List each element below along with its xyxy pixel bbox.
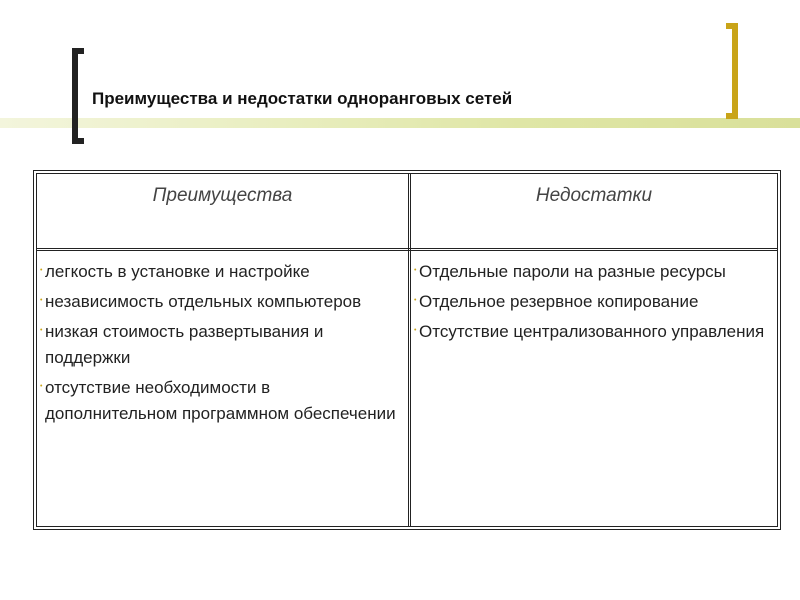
advantage-text: отсутствие необходимости в дополнительном программном обеспечении (45, 378, 396, 423)
bullet-icon: • (414, 327, 417, 334)
bullet-icon: • (414, 297, 417, 304)
disadvantage-text: Отдельные пароли на разные ресурсы (419, 262, 726, 281)
left-bracket-decoration (72, 48, 84, 144)
disadvantages-cell (411, 254, 777, 526)
comparison-table (33, 170, 781, 530)
right-bracket-decoration (726, 23, 738, 119)
advantage-text: независимость отдельных компьютеров (45, 292, 362, 311)
disadvantage-text: Отдельное резервное копирование (419, 292, 699, 311)
header-disadvantages: Недостатки (535, 185, 653, 206)
title-band (0, 118, 800, 128)
disadvantage-item (415, 319, 769, 345)
slide-title: Преимущества и недостатки одноранговых сетей (92, 89, 513, 108)
table-inner-frame (36, 173, 778, 527)
advantage-text: низкая стоимость развертывания и поддержки (45, 322, 324, 367)
bullet-icon: • (414, 267, 417, 274)
disadvantage-item (415, 289, 769, 315)
bullet-icon: • (40, 297, 43, 304)
bullet-icon: • (40, 327, 43, 334)
advantages-cell (37, 254, 408, 526)
bullet-icon: • (40, 383, 43, 390)
header-row-divider (37, 248, 777, 251)
disadvantage-item (415, 259, 769, 285)
advantage-item (41, 289, 400, 315)
advantage-text: легкость в установке и настройке (45, 262, 310, 281)
advantage-item (41, 375, 400, 427)
disadvantage-text: Отсутствие централизованного управления (419, 322, 765, 341)
advantage-item (41, 319, 400, 371)
advantage-item (41, 259, 400, 285)
header-advantages: Преимущества (152, 185, 293, 206)
bullet-icon: • (40, 267, 43, 274)
